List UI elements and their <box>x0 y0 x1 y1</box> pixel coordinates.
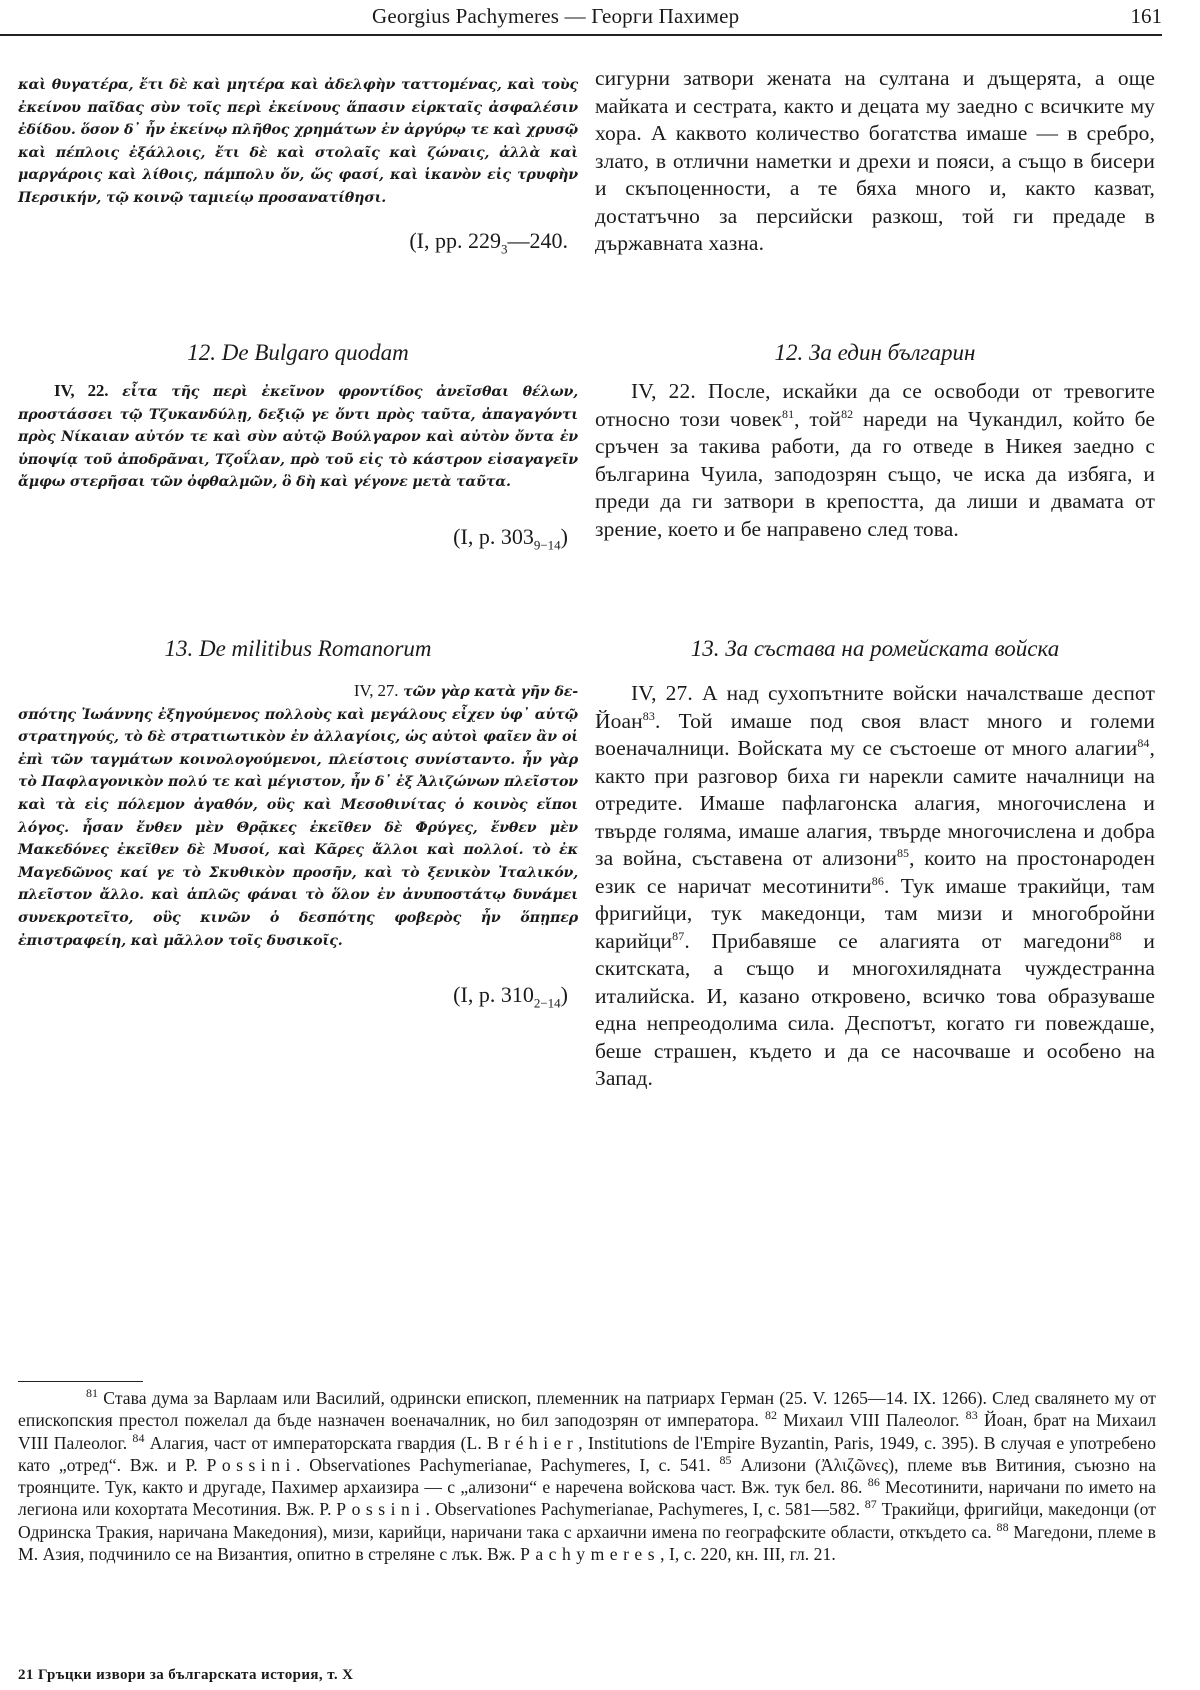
author-name: Bréhier <box>487 1432 579 1453</box>
section-13-latin <box>18 636 578 1012</box>
bulgarian-text: IV, 22. После, искайки да се освободи от тревогите относно този човек$^{81}$, той$^{82}$ нареди на Чукандил, който бе сръчен за такива работи, да го отведе в Никея заедно с българина Чуила, заподозрян също, че иска да избяга, и преди да ги затвори в крепостта, да лиши и двамата от зрение, което и бе направено след това. <box>595 379 1156 541</box>
header-rule <box>0 34 1162 36</box>
printer-signature: 21 Гръцки извори за българската история, т. X <box>18 1667 354 1683</box>
section-title-bulgarian: 12. За един българин <box>774 340 976 365</box>
footnote-text: $^{81}$ Става дума за Варлаам или Василий, одрински епископ, племенник на патриарх Герман (25. V. 1265—14. IX. 1266). След свалянето му от епископския престол пожелал да бъде назначен военачалник, но бил заподозрян от императора. $^{82}$ Михаил VIII Палеолог. $^{83}$ Йоан, брат на Михаил VIII Палеолог. $^{84}$ Алагия, част от императорската гвардия (L. Bréhier, Institutions de l'Empire Byzantin, Paris, 1949, с. 395). В случая е употребено като „отред“. Вж. и P. Possini. Observationes Pachymerianae, Pachymeres, I, с. 541. $^{85}$ Ализони (Ἀλιζῶνες), племе във Витиния, съюзно на троянците. Тук, както и другаде, Пахимер архаизира — с „ализони“ е наречена войскова част. Вж. тук бел. 86. $^{86}$ Месотинити, наричани по името на легиона или кохортата Месотиния. Вж. P. Possini. Observationes Pachymerianae, Pachymeres, I, с. 581—582. $^{87}$ Тракийци, фригийци, македонци (от Одринска Тракия, наричана Македония), мизи, карийци, наричани така с архаични имена по географските области, откъдето са. $^{88}$ Магедони, племе в М. Азия, подчинило се на Византия, опитно в стреляне с лък. Вж. Pachymeres, I, с. 220, кн. III, гл. 21. <box>18 1386 1157 1565</box>
running-title: Georgius Pachymeres — Георги Пахимер <box>372 4 740 28</box>
author-name: Pachymeres <box>520 1544 661 1565</box>
greek-text: σπότης Ἰωάννης ἐξηγούμενος πολλοὺς καὶ μεγάλους εἶχεν ὑφ᾽ αὑτῷ στρατηγούς, τὸ δὲ στρατιωτικὸν ἐν ἀλλαγίοις, ὡς αὐτοὶ φαῖεν ἂν οἱ ἐπὶ τῶν ταγμάτων κοινολογούμενοι, πλείστοις συνίσταντο. ἦν γὰρ τὸ Παφλαγονικὸν πολύ τε καὶ μέγιστον, ἦν δ᾽ ἐξ Ἀλιζώνων πλεῖστον καὶ τὰ εἰς πόλεμον ἀγαθόν, οὓς καὶ Μεσοθινίτας ὁ κοινὸς εἴποι λόγος. ἦσαν ἔνθεν μὲν Θρᾷκες ἐκεῖθεν δὲ Φρύγες, ἔνθεν μὲν Μακεδόνες ἐκεῖθεν δὲ Μυσοί, καὶ Κᾶρες ἄλλοι καὶ πολλοί. τὸ ἐκ Μαγεδῶνος καί γε τὸ Σκυθικὸν προσῆν, καὶ τὸ ξενικὸν Ἰταλικόν, πλεῖστον ἄλλο. καὶ ἁπλῶς φάναι τὸ ὅλον ἐν ἀνυποστάτῳ δυνάμει συνεκροτεῖτο, οὓς κινῶν ὁ δεσπότης φοβερὸς ἦν ὅπῃπερ ἐπιστραφείη, καὶ μᾶλλον τοῖς δυσικοῖς. <box>18 706 578 949</box>
bulgarian-text: IV, 27. А над сухопътните войски началстваше деспот Йоан$^{83}$. Той имаше под своя власт много и големи военачалници. Войската му се състоеше от много алагии$^{84}$, както при разговор биха ги нарекли самите началници на отредите. Имаше пафлагонска алагия, многочислена и твърде голяма, имаше алагия, твърде многочислена и добра за война, съставена от ализони$^{85}$, които на простонароден език се наричат месотинити$^{86}$. Тук имаше тракийци, там фригийци, тук македонци, там мизи и многобройни карийци$^{87}$. Прибавяше се алагията от магедони$^{88}$ и скитската, а също и многохилядната чуждестранна италийска. И, казано откровено, всичко това образуваше една непреодолима сила. Деспотът, когато ги повеждаше, беше страшен, където и да се насочваше и особено на Запад. <box>595 681 1155 1090</box>
greek-first-line: IV, 27. τῶν γὰρ κατὰ γῆν δε- <box>353 681 578 700</box>
book-chapter-lead: IV, 22. <box>54 381 109 400</box>
footnote-ref-85[interactable]: 85 <box>896 845 910 860</box>
greek-text: IV, 22. εἶτα τῆς περὶ ἐκεῖνον φροντίδος ἀνεῖσθαι θέλων, προστάσσει τῷ Τζυκανδύλῃ, δεξιῷ γε ὄντι πρὸς ταῦτα, ἀπαγαγόντι πρὸς Νίκαιαν αὐτόν τε καὶ σὺν αὐτῷ Βούλγαρον καὶ αὐτὸν ὄντα ἐν ὑποψίᾳ τοῦ ἀποδρᾶναι, Τζοΐλαν, πρὸ τοῦ εἰς τὸ κάστρον εἰσαγαγεῖν ἄμφω στερῆσαι τῶν ὀφθαλμῶν, ὃ δὴ καὶ γέγονε μετὰ ταῦτα. <box>18 381 579 491</box>
footnote-ref-82[interactable]: 82 <box>841 406 854 421</box>
running-header <box>0 0 1162 30</box>
author-name: Possini <box>206 1454 296 1475</box>
footnote-ref-81[interactable]: 81 <box>781 406 795 421</box>
section-title-bulgarian: 13. За състава на ромейската войска <box>690 636 1060 661</box>
footnote-88: 88 <box>996 1519 1009 1534</box>
footnotes <box>18 1387 1156 1565</box>
footnote-ref-86[interactable]: 86 <box>871 873 884 888</box>
footnote-ref-83[interactable]: 83 <box>642 708 655 723</box>
footnote-ref-84[interactable]: 84 <box>1137 735 1150 750</box>
section-title-latin: 12. De Bulgaro quodam <box>187 340 409 365</box>
footnote-ref-87[interactable]: 87 <box>672 928 685 943</box>
footnote-87: 87 <box>864 1497 877 1512</box>
footnote-83: 83 <box>965 1408 978 1423</box>
footnote-82: 82 <box>764 1408 778 1423</box>
page-number: 161 <box>1130 4 1162 28</box>
author-name: Possini <box>336 1499 426 1520</box>
footnote-85: 85 <box>719 1453 732 1468</box>
footnote-81: 81 <box>86 1386 99 1401</box>
excerpt-11-bulgarian-block <box>595 65 1155 258</box>
footnote-rule <box>18 1381 143 1382</box>
book-chapter-lead: IV, 27. <box>353 681 399 700</box>
section-12-bulgarian <box>595 340 1155 543</box>
source-reference: (I, p. $303_{9-14}$) <box>453 523 568 553</box>
source-reference: (I, pp. $229_3—240$. <box>409 227 568 256</box>
bulgarian-text: сигурни затвори жената на султана и дъщерята, а още майката и сестрата, както и децата му заедно с всичките му хора. А каквото количество богатства имаше — в сребро, злато, в отлични наметки и дрехи и пояси, а също в бисери и скъпоценности, а те бяха много и, както казват, достатъчно за персийски разкош, той ги предаде в държавната хазна. <box>595 66 1155 255</box>
footnote-84: 84 <box>132 1430 145 1445</box>
section-13-bulgarian <box>595 636 1155 1093</box>
footnote-86: 86 <box>867 1475 880 1490</box>
greek-text: καὶ θυγατέρα, ἔτι δὲ καὶ μητέρα καὶ ἀδελφὴν ταττομένας, καὶ τοὺς ἐκείνου παῖδας σὺν τοῖς περὶ ἐκείνους ἅπασιν εἱρκταῖς ἀσφαλέσιν ἐδίδου. ὅσον δ᾽ ἦν ἐκείνῳ πλῆθος χρημάτων ἐν ἀργύρῳ τε καὶ χρυσῷ καὶ πέπλοις ἐξάλλοις, ἔτι δὲ καὶ στολαῖς καὶ ζώναις, ἀλλὰ καὶ μαργάροις καὶ λίθοις, πάμπολυ ὄν, ὥς φασί, καὶ ἱκανὸν εἰς τρυφὴν Περσικήν, τῷ κοινῷ ταμιείῳ προσανατίθησι. <box>18 77 578 206</box>
source-reference: (I, p. $310_{2-14}$) <box>453 982 568 1011</box>
footnote-ref-88[interactable]: 88 <box>1109 928 1122 943</box>
section-12-latin <box>18 340 578 553</box>
excerpt-11-greek-block <box>18 74 578 257</box>
section-title-latin: 13. De militibus Romanorum <box>164 636 432 661</box>
